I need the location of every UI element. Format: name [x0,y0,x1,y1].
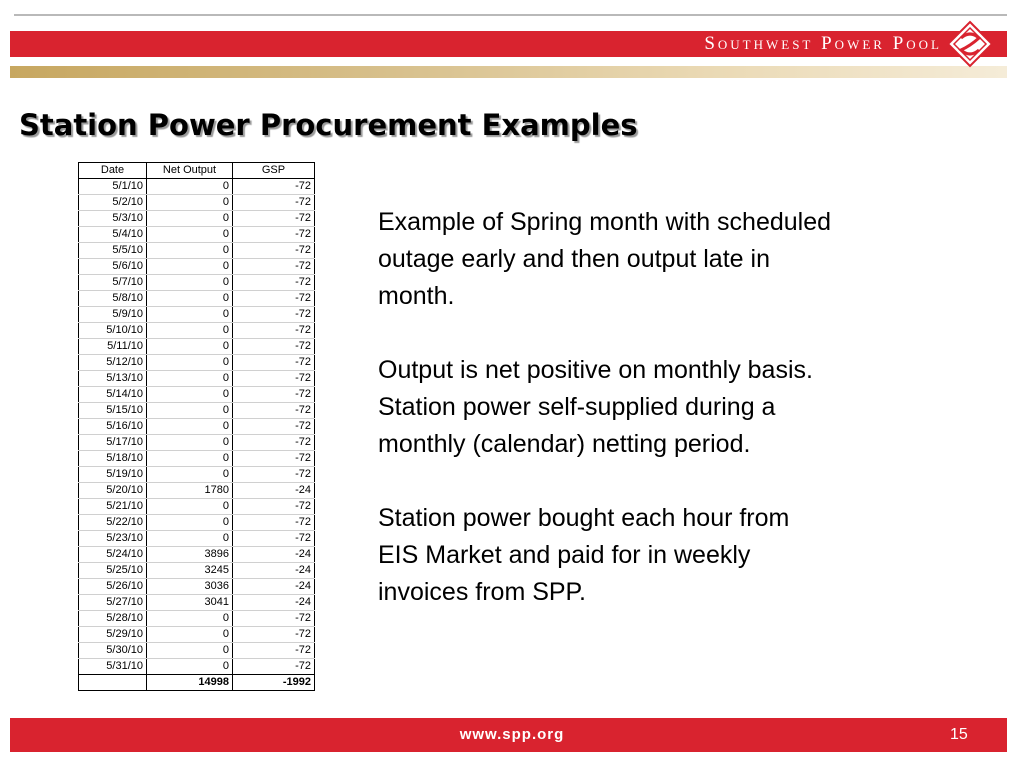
table-row [79,435,315,451]
cell-gsp: -72 [233,531,315,547]
cell-gsp: -72 [233,339,315,355]
column-header-gsp: GSP [233,163,315,179]
table-row [79,451,315,467]
cell-net-output: 3896 [147,547,233,563]
cell-net-output: 0 [147,243,233,259]
cell-gsp: -72 [233,195,315,211]
paragraph-bought-hourly: Station power bought each hour from EIS Market and paid for in weekly invoices from SPP. [378,504,790,606]
table-row [79,195,315,211]
cell-gsp: -72 [233,371,315,387]
cell-date: 5/31/10 [79,659,147,675]
table-body [79,179,315,691]
cell-net-output: 0 [147,371,233,387]
cell-gsp: -72 [233,659,315,675]
cell-net-output: 3041 [147,595,233,611]
cell-net-output: 0 [147,387,233,403]
cell-gsp: -72 [233,307,315,323]
cell-gsp: -72 [233,259,315,275]
cell-gsp: -72 [233,323,315,339]
cell-gsp: -72 [233,403,315,419]
explanation-text [378,204,978,648]
column-header-net-output: Net Output [147,163,233,179]
table-row [79,307,315,323]
table-row [79,563,315,579]
cell-net-output: 3036 [147,579,233,595]
station-power-table [78,162,315,691]
cell-net-output: 0 [147,643,233,659]
cell-date: 5/9/10 [79,307,147,323]
cell-date: 5/6/10 [79,259,147,275]
top-divider [14,14,1007,16]
cell-gsp: -72 [233,515,315,531]
cell-date: 5/29/10 [79,627,147,643]
cell-gsp: -72 [233,451,315,467]
table-row [79,211,315,227]
cell-net-output: 0 [147,611,233,627]
cell-date: 5/15/10 [79,403,147,419]
cell-net-output: 0 [147,531,233,547]
cell-net-output: 0 [147,259,233,275]
cell-net-output: 0 [147,403,233,419]
cell-net-output: 0 [147,195,233,211]
cell-gsp: -72 [233,435,315,451]
cell-date: 5/26/10 [79,579,147,595]
cell-date: 5/12/10 [79,355,147,371]
cell-gsp: -72 [233,499,315,515]
cell-gsp: -72 [233,387,315,403]
cell-date: 5/7/10 [79,275,147,291]
paragraph-spring-example: Example of Spring month with scheduled outage early and then output late in month. [378,208,832,310]
cell-gsp: -24 [233,563,315,579]
cell-net-output: 0 [147,275,233,291]
table-row [79,659,315,675]
header-gradient-band [10,66,1007,78]
table-row [79,355,315,371]
cell-date: 5/19/10 [79,467,147,483]
cell-date: 5/18/10 [79,451,147,467]
table-row [79,467,315,483]
cell-gsp: -72 [233,179,315,195]
cell-date: 5/1/10 [79,179,147,195]
cell-net-output: 0 [147,227,233,243]
cell-net-output: 0 [147,499,233,515]
table-row [79,227,315,243]
cell-date: 5/8/10 [79,291,147,307]
cell-gsp: -72 [233,243,315,259]
cell-net-output: 0 [147,291,233,307]
cell-net-output: 1780 [147,483,233,499]
cell-gsp: -24 [233,595,315,611]
table-row [79,275,315,291]
table-row [79,627,315,643]
cell-date: 5/17/10 [79,435,147,451]
cell-date: 5/5/10 [79,243,147,259]
cell-gsp: -72 [233,467,315,483]
cell-gsp: -72 [233,611,315,627]
table-row [79,243,315,259]
table-row [79,323,315,339]
table-row [79,547,315,563]
table-row [79,419,315,435]
cell-date: 5/23/10 [79,531,147,547]
cell-date: 5/25/10 [79,563,147,579]
cell-gsp: -24 [233,579,315,595]
table-row [79,595,315,611]
cell-net-output: 0 [147,419,233,435]
cell-date: 5/13/10 [79,371,147,387]
cell-net-output: 0 [147,627,233,643]
cell-gsp: -72 [233,275,315,291]
table-row [79,499,315,515]
total-gsp: -1992 [233,675,315,691]
table-row [79,531,315,547]
cell-date: 5/24/10 [79,547,147,563]
cell-date: 5/16/10 [79,419,147,435]
cell-gsp: -24 [233,547,315,563]
slide-title: Station Power Procurement Examples [19,108,638,142]
cell-date: 5/30/10 [79,643,147,659]
cell-gsp: -72 [233,211,315,227]
cell-net-output: 3245 [147,563,233,579]
table-row [79,611,315,627]
cell-net-output: 0 [147,339,233,355]
total-net-output: 14998 [147,675,233,691]
table-row [79,339,315,355]
cell-date: 5/20/10 [79,483,147,499]
cell-net-output: 0 [147,355,233,371]
table-row [79,291,315,307]
cell-date: 5/3/10 [79,211,147,227]
cell-gsp: -72 [233,355,315,371]
table-header-row [79,163,315,179]
table-row [79,643,315,659]
cell-date: 5/11/10 [79,339,147,355]
table-row [79,579,315,595]
cell-date: 5/21/10 [79,499,147,515]
total-label-cell [79,675,147,691]
column-header-date: Date [79,163,147,179]
table-total-row [79,675,315,691]
table-row [79,515,315,531]
cell-net-output: 0 [147,451,233,467]
cell-net-output: 0 [147,435,233,451]
cell-date: 5/14/10 [79,387,147,403]
cell-gsp: -72 [233,291,315,307]
paragraph-net-positive: Output is net positive on monthly basis. Station power self-supplied during a monthly (calendar) netting period. [378,356,813,458]
cell-gsp: -72 [233,419,315,435]
cell-net-output: 0 [147,659,233,675]
table-row [79,403,315,419]
cell-date: 5/22/10 [79,515,147,531]
cell-gsp: -72 [233,627,315,643]
cell-net-output: 0 [147,211,233,227]
cell-date: 5/28/10 [79,611,147,627]
cell-gsp: -72 [233,643,315,659]
cell-gsp: -72 [233,227,315,243]
table-row [79,483,315,499]
cell-net-output: 0 [147,307,233,323]
cell-date: 5/27/10 [79,595,147,611]
page-number: 15 [950,726,968,743]
table-row [79,371,315,387]
cell-net-output: 0 [147,467,233,483]
cell-date: 5/2/10 [79,195,147,211]
footer-url: www.spp.org [459,726,565,743]
table-row [79,259,315,275]
spp-diamond-logo-icon [946,20,994,68]
organization-name: Southwest Power Pool [704,33,942,54]
cell-net-output: 0 [147,323,233,339]
cell-net-output: 0 [147,179,233,195]
table-row [79,179,315,195]
cell-net-output: 0 [147,515,233,531]
cell-date: 5/4/10 [79,227,147,243]
table-row [79,387,315,403]
cell-gsp: -24 [233,483,315,499]
cell-date: 5/10/10 [79,323,147,339]
